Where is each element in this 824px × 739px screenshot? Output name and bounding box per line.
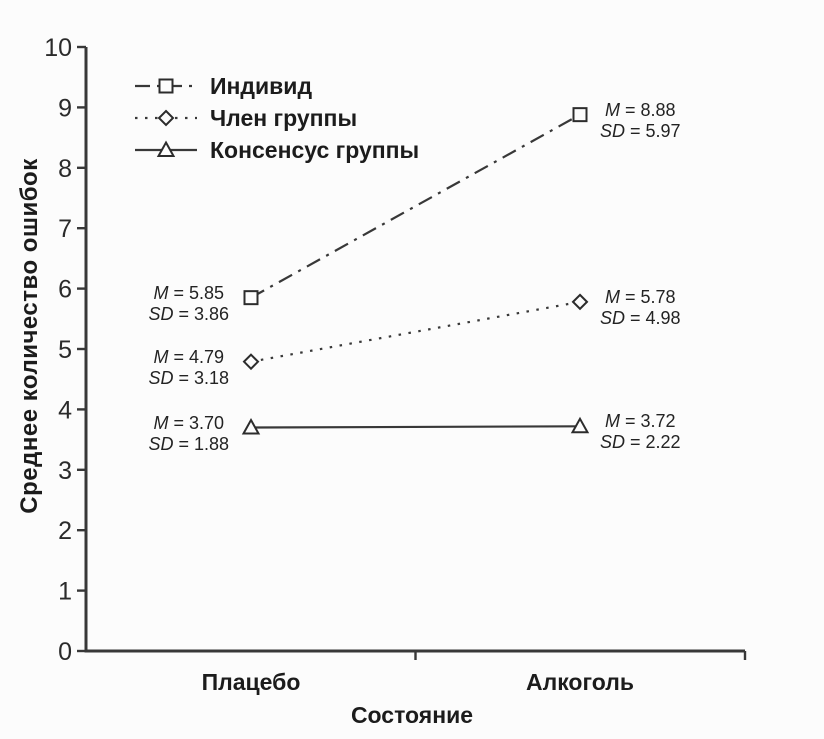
y-tick-label: 8 <box>58 154 72 183</box>
y-tick-label: 9 <box>58 94 72 123</box>
y-tick-label: 5 <box>58 336 72 364</box>
stat-annotation-s2-p2: M = 5.78 SD = 4.98 <box>600 286 681 328</box>
legend-sample-solid <box>134 138 198 162</box>
chart-legend <box>134 70 419 166</box>
legend-label: Индивид <box>210 72 313 99</box>
marker-s2-p1 <box>244 355 258 369</box>
legend-item-3 <box>134 134 419 166</box>
stat-annotation-s3-p2: M = 3.72 SD = 2.22 <box>600 411 681 453</box>
marker-s1-p2 <box>574 108 587 121</box>
stat-annotation-s1-p2: M = 8.88 SD = 5.97 <box>600 99 681 141</box>
series-line-3 <box>251 426 580 427</box>
x-category-label: Алкоголь <box>526 669 634 695</box>
y-tick-label: 10 <box>44 34 72 62</box>
y-tick-label: 3 <box>58 456 72 485</box>
y-tick-label: 6 <box>58 275 72 304</box>
legend-marker-square <box>160 80 173 93</box>
stat-annotation-s1-p1: M = 5.85 SD = 3.86 <box>148 282 229 324</box>
x-axis-title: Состояние <box>350 702 474 728</box>
y-tick-label: 4 <box>58 396 72 425</box>
legend-label: Член группы <box>210 104 358 131</box>
x-category-label: Плацебо <box>201 669 301 695</box>
y-tick-label: 0 <box>58 638 72 666</box>
legend-item-1 <box>134 70 419 102</box>
stat-annotation-s3-p1: M = 3.70 SD = 1.88 <box>148 412 229 454</box>
y-tick-label: 1 <box>58 577 72 606</box>
legend-item-2 <box>134 102 419 134</box>
marker-s2-p2 <box>573 295 587 309</box>
y-axis-title: Среднее количество ошибок <box>16 158 43 514</box>
y-tick-label: 7 <box>58 215 72 244</box>
legend-label: Консенсус группы <box>210 136 420 163</box>
y-tick-label: 2 <box>58 517 72 546</box>
marker-s1-p1 <box>245 291 258 304</box>
legend-sample-dash-dot <box>134 74 198 98</box>
stat-annotation-s2-p1: M = 4.79 SD = 3.18 <box>148 346 229 388</box>
series-line-2 <box>251 302 580 362</box>
legend-sample-dotted <box>134 106 198 130</box>
legend-marker-diamond <box>159 111 173 125</box>
